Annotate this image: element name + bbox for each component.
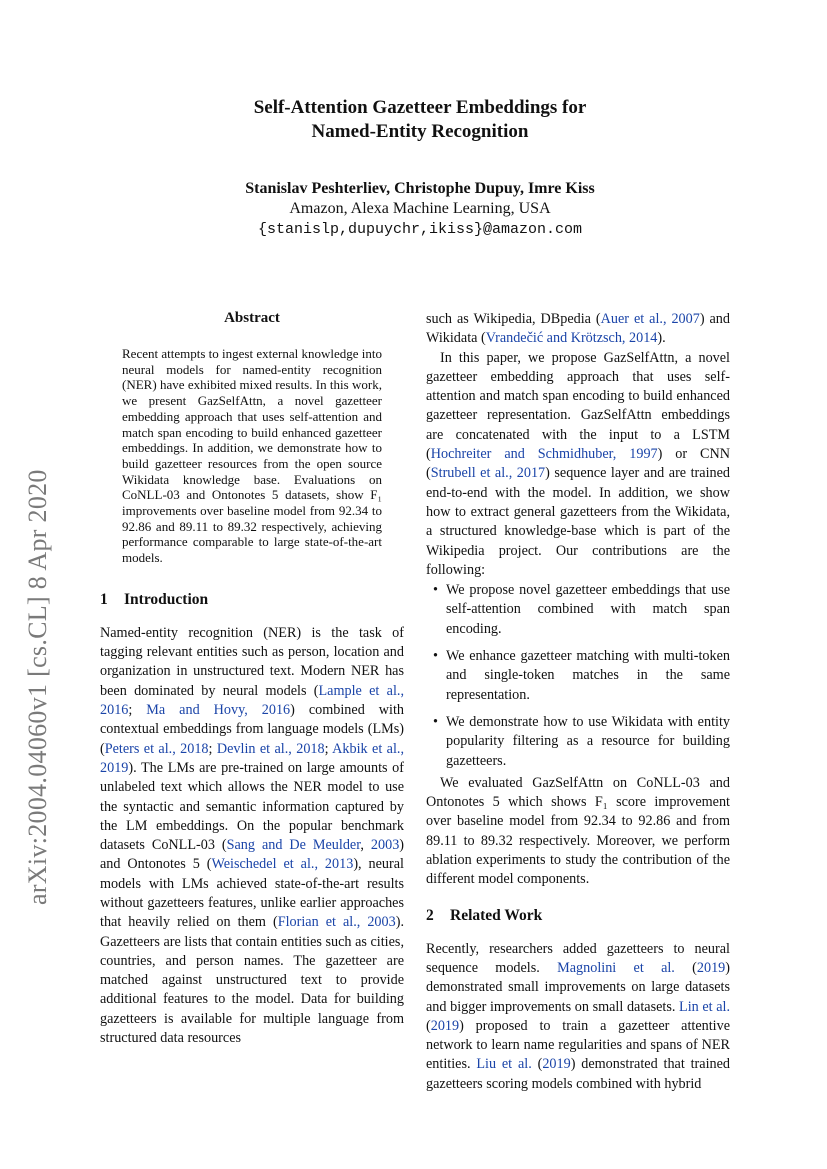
bullet-icon: • (433, 713, 438, 730)
citation-link[interactable]: Vrandečić and Krötzsch, 2014 (485, 330, 658, 347)
citation-link[interactable]: Devlin et al., 2018 (216, 740, 325, 757)
author-emails: {stanislp,dupuychr,ikiss}@amazon.com (257, 221, 583, 238)
citation-link[interactable]: Liu et al. (476, 1056, 532, 1073)
section-number: 1 (100, 590, 108, 608)
citation-link[interactable]: Hochreiter and Schmidhuber, 1997 (430, 446, 658, 463)
citation-link[interactable]: Peters et al., 2018 (104, 740, 209, 757)
citation-link[interactable]: Weischedel et al., 2013 (211, 856, 354, 873)
left-column (100, 308, 404, 1048)
arxiv-identifier-stamp: arXiv:2004.04060v1 [cs.CL] 8 Apr 2020 (23, 469, 52, 905)
citation-link[interactable]: Strubell et al., 2017 (430, 465, 546, 482)
citation-link[interactable]: Lin et al. (679, 998, 731, 1015)
citation-link[interactable]: 2019 (696, 959, 726, 976)
section-heading-introduction (100, 590, 404, 610)
abstract-heading: Abstract (224, 310, 280, 326)
citation-link[interactable]: 2003 (370, 837, 400, 854)
citation-link[interactable]: Ma and Hovy, 2016 (146, 702, 291, 719)
introduction-paragraph-2: In this paper, we propose GazSelfAttn, a novel gazetteer embedding approach that uses self-attention and match span encoding to build enhanced gazetteer representation. GazSelfAttn embeddings are concatenated with the input to a LSTM (Hochreiter and Schmidhuber, 1997) or CNN (Strubell et al., 2017) sequence layer and are trained end-to-end with the model. In addition, we show how to extract general gazetteers from the Wikidata, a structured knowledge-base which is part of the Wikipedia project. Our contributions are the following: (426, 349, 730, 578)
related-work-paragraph: Recently, researchers added gazetteers to neural sequence models. Magnolini et al. (2019) demonstrated small improvements on large datasets and bigger improvements on small datasets. Lin et al. (2019) proposed to train a gazetteer attentive network to learn name regularities and spans of NER entities. Liu et al. (2019) demonstrated that trained gazetteers scoring models combined with hybrid (426, 940, 731, 1092)
title-line-2: Named-Entity Recognition (311, 121, 529, 142)
citation-link[interactable]: Akbik et al., 2019 (100, 740, 404, 776)
bullet-icon: • (433, 582, 438, 599)
introduction-paragraph-3: We evaluated GazSelfAttn on CoNLL-03 and Ontonotes 5 which shows F₁ score improvement over baseline model from 92.34 to 92.86 and from 89.11 to 89.32 respectively. Moreover, we perform ablation experiments to study the contribution of the different model components. (426, 774, 730, 888)
list-item: • We propose novel gazetteer embeddings that use self-attention combined with match span encoding. (433, 582, 730, 637)
title-line-1: Self-Attention Gazetteer Embeddings for (253, 97, 587, 118)
author-names: Stanislav Peshterliev, Christophe Dupuy, Imre Kiss (245, 180, 595, 197)
citation-link[interactable]: Magnolini et al. (557, 959, 675, 976)
right-column (426, 310, 730, 1094)
author-block (100, 179, 740, 240)
paper-title (100, 96, 740, 144)
section-heading-related-work (426, 906, 730, 926)
citation-link[interactable]: Auer et al., 2007 (600, 311, 700, 327)
citation-link[interactable]: Florian et al., 2003 (277, 914, 396, 931)
contributions-list (426, 581, 730, 771)
section-number: 2 (426, 906, 434, 924)
citation-link[interactable]: Lample et al., 2016 (100, 682, 404, 719)
section-title: Introduction (124, 590, 209, 608)
author-affiliation: Amazon, Alexa Machine Learning, USA (289, 200, 551, 217)
citation-link[interactable]: 2019 (430, 1017, 460, 1034)
bullet-icon: • (433, 648, 438, 665)
citation-link[interactable]: 2019 (542, 1056, 571, 1073)
abstract-body: Recent attempts to ingest external knowledge into neural models for named-entity recognition (NER) have exhibited mixed results. In this work, we present GazSelfAttn, a novel gazetteer embedding approach that uses self-attention and match span encoding to build enhanced gazetteer embeddings. In addition, we demonstrate how to build gazetteer resources from the open source Wikidata knowledge base. Evaluations on CoNLL-03 and Ontonotes 5 datasets, show F₁ improvements over baseline model from 92.34 to 92.86 and 89.11 to 89.32 respectively, achieving performance comparable to large state-of-the-art models. (122, 346, 382, 566)
list-item: • We demonstrate how to use Wikidata with entity popularity filtering as a resource for building gazetteers. (433, 713, 730, 769)
introduction-paragraph: Named-entity recognition (NER) is the task of tagging relevant entities such as person, location and organization in unstructured text. Modern NER has been dominated by neural models (Lample et al., 2016; Ma and Hovy, 2016) combined with contextual embeddings from language models (LMs) (Peters et al., 2018; Devlin et al., 2018; Akbik et al., 2019). The LMs are pre-trained on large amounts of unlabeled text which allows the NER model to use the syntactic and semantic information captured by the LM embeddings. On the popular benchmark datasets CoNLL-03 (Sang and De Meulder, 2003) and Ontonotes 5 (Weischedel et al., 2013), neural models with LMs achieved state-of-the-art results without gazetteers features, unlike earlier approaches that heavily relied on them (Florian et al., 2003). Gazetteers are lists that contain entities such as cities, countries, and person names. The gazetteer are matched against unstructured text to provide additional features to the model. Data for building gazetteers is available for multiple language from structured data resources (100, 624, 405, 1047)
section-title: Related Work (450, 906, 543, 924)
introduction-continued-paragraph: such as Wikipedia, DBpedia (Auer et al., 2007) and Wikidata (Vrandečić and Krötzsch, 2014). (426, 311, 730, 347)
citation-link[interactable]: Sang and De Meulder (226, 837, 361, 854)
list-item: • We enhance gazetteer matching with multi-token and single-token matches in the same representation. (433, 648, 730, 703)
